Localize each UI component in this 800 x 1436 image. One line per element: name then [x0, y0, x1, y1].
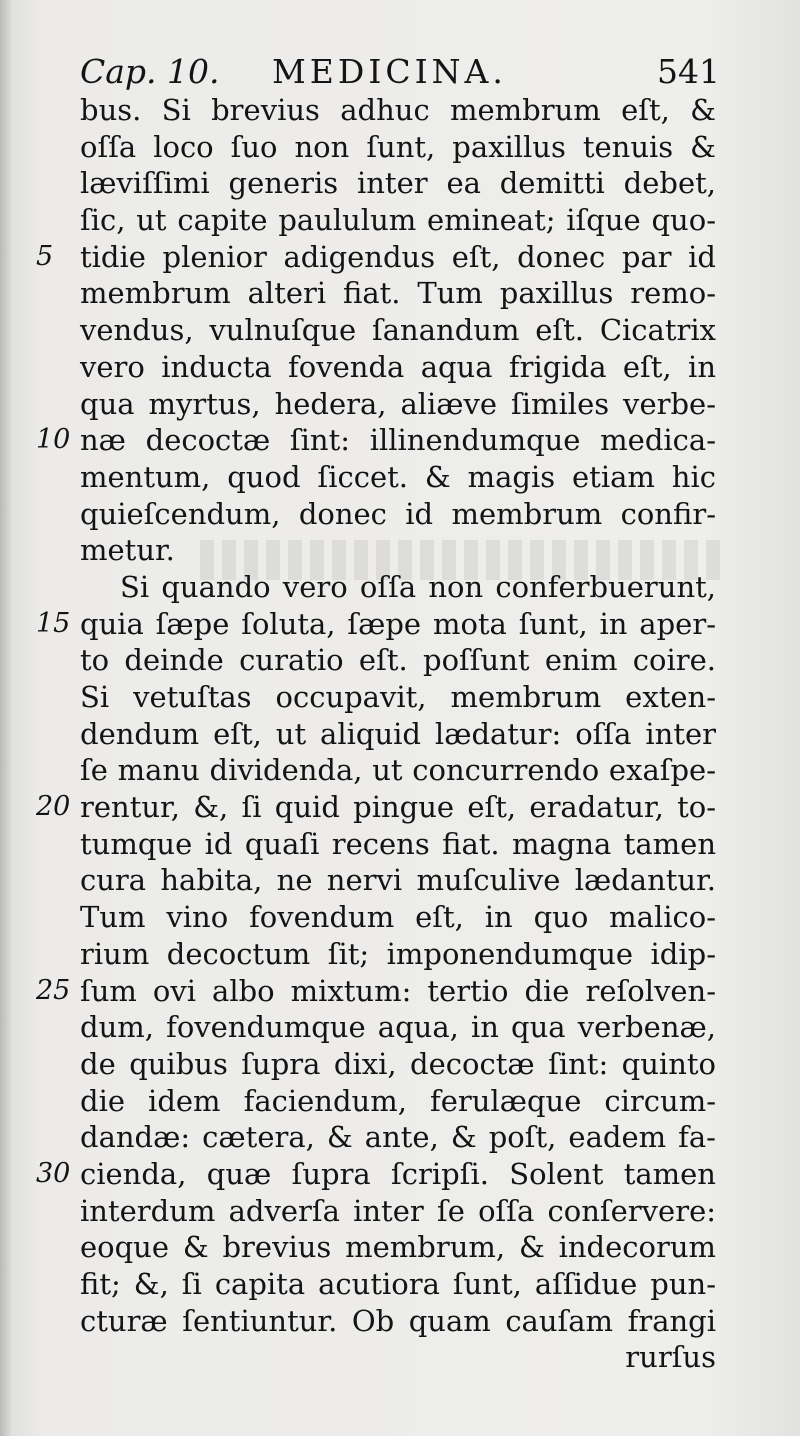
text-line	[80, 1266, 720, 1303]
text-line	[80, 202, 720, 239]
text-line	[36, 973, 720, 1010]
line-text: bus. Si brevius adhuc membrum eſt, &	[80, 93, 716, 127]
text-line	[80, 165, 720, 202]
line-text: ſe manu dividenda, ut concurrendo exaſpe-	[80, 753, 716, 788]
line-number: 15	[36, 607, 71, 639]
line-text: Si vetuſtas occupavit, membrum exten-	[80, 680, 716, 714]
text-line	[80, 1119, 720, 1156]
line-number: 30	[36, 1157, 71, 1189]
text-line	[80, 1303, 720, 1340]
text-line	[36, 1156, 720, 1193]
line-text: qua myrtus, hedera, aliæve ſimiles verbe-	[80, 386, 716, 421]
text-line	[80, 936, 720, 973]
text-line	[80, 1009, 720, 1046]
line-text: vendus, vulnuſque ſanandum eſt. Cicatrix	[80, 313, 716, 348]
line-text: vero inducta fovenda aqua frigida eſt, in	[80, 349, 716, 384]
line-text: Si quando vero oſſa non conferbuerunt,	[120, 569, 716, 604]
running-header	[80, 52, 720, 96]
text-line	[36, 606, 720, 643]
line-text: eoque & brevius membrum, & indecorum	[80, 1230, 716, 1265]
line-text: membrum alteri fiat. Tum paxillus remo-	[80, 276, 716, 311]
line-text: tidie plenior adigendus eſt, donec par id	[80, 239, 716, 274]
text-line	[36, 422, 720, 459]
text-line	[80, 312, 720, 349]
line-text: læviſſimi generis inter ea demitti debet,	[80, 166, 716, 201]
line-number: 10	[36, 424, 71, 456]
line-text: oſſa loco ſuo non ſunt, paxillus tenuis &	[80, 129, 716, 164]
line-number: 5	[36, 240, 54, 272]
text-line	[80, 642, 720, 679]
line-text: interdum adverſa inter ſe oſſa conſervere:	[80, 1193, 716, 1228]
line-number: 20	[36, 791, 71, 823]
text-line	[80, 386, 720, 423]
text-line	[80, 899, 720, 936]
line-text: de quibus ſupra dixi, decoctæ ſint: quinto	[80, 1046, 716, 1081]
line-text: tumque id quaſi recens fiat. magna tamen	[80, 826, 716, 861]
chapter-label: Cap. 10.	[80, 52, 220, 91]
text-line	[80, 862, 720, 899]
line-text: ſic, ut capite paululum emineat; iſque quo-	[80, 203, 716, 238]
text-line	[80, 752, 720, 789]
text-line	[80, 1229, 720, 1266]
line-text: die idem faciendum, ferulæque circum-	[80, 1083, 716, 1118]
line-text: rium decoctum ſit; imponendumque idip-	[80, 936, 716, 971]
page-edge-shadow	[0, 0, 14, 1436]
text-line	[80, 1083, 720, 1120]
line-text: quieſcendum, donec id membrum confir-	[80, 496, 716, 531]
line-text: Tum vino fovendum eſt, in quo malico-	[80, 900, 716, 935]
text-line	[80, 496, 720, 533]
text-line	[80, 1193, 720, 1230]
text-line	[36, 789, 720, 826]
line-text: ſum ovi albo mixtum: tertio die reſolven-	[80, 973, 716, 1008]
line-text: cura habita, ne nervi muſculive lædantur.	[80, 863, 716, 898]
catchword: rurſus	[625, 1340, 716, 1375]
text-line	[80, 459, 720, 496]
text-line	[80, 1046, 720, 1083]
line-text: mentum, quod ſiccet. & magis etiam hic	[80, 459, 716, 494]
line-text: rentur, &, ſi quid pingue eſt, eradatur, to-	[80, 790, 716, 825]
line-text: quia ſæpe ſoluta, ſæpe mota ſunt, in aper-	[80, 606, 716, 641]
line-text: cienda, quæ ſupra ſcripſi. Solent tamen	[80, 1156, 716, 1191]
line-text: metur.	[80, 533, 175, 568]
text-line	[36, 239, 720, 276]
line-text: dendum eſt, ut aliquid lædatur: oſſa inter	[80, 716, 716, 751]
text-line	[80, 679, 720, 716]
text-line	[80, 275, 720, 312]
page-number: 541	[657, 52, 720, 91]
line-text: næ decoctæ ſint: illinendumque medica-	[80, 423, 716, 458]
running-title: MEDICINA.	[272, 52, 507, 91]
text-line	[80, 569, 720, 606]
text-line	[80, 532, 720, 569]
line-text: to deinde curatio eſt. poſſunt enim coire.	[80, 643, 716, 678]
line-text: dandæ: cætera, & ante, & poſt, eadem fa-	[80, 1120, 716, 1155]
line-text: cturæ ſentiuntur. Ob quam cauſam frangi	[80, 1303, 716, 1338]
line-number: 25	[36, 974, 71, 1006]
text-line	[80, 716, 720, 753]
text-line	[80, 826, 720, 863]
text-line	[80, 92, 720, 129]
text-line	[80, 349, 720, 386]
catchword-line	[80, 1339, 720, 1376]
body-text	[36, 92, 720, 1376]
text-line	[80, 129, 720, 166]
line-text: fit; &, ſi capita acutiora ſunt, aſſidue pun-	[80, 1267, 716, 1301]
line-text: dum, fovendumque aqua, in qua verbenæ,	[80, 1010, 716, 1045]
